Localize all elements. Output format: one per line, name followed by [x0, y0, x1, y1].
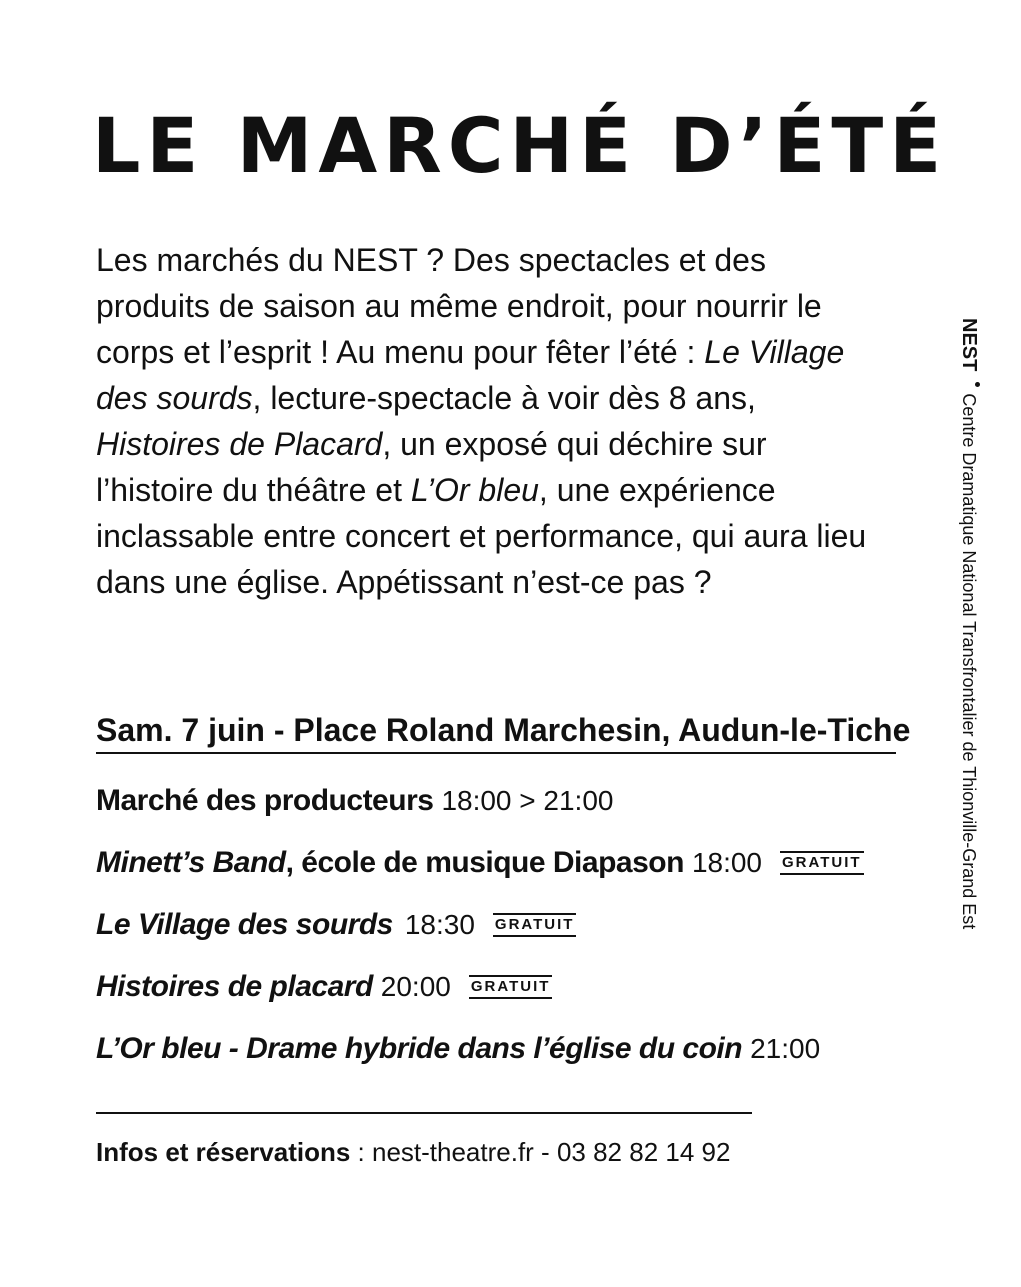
side-credit-text: Centre Dramatique National Transfrontalier de Thionville-Grand Est [959, 393, 979, 930]
schedule-item-histoires [96, 956, 916, 1018]
intro-italic-or-bleu: L’Or bleu [410, 472, 539, 508]
footer-label: Infos et réservations [96, 1137, 351, 1167]
schedule-item-name-italic: Le Village des sourds [96, 908, 393, 941]
schedule-item-name-italic: Histoires de placard [96, 970, 373, 1003]
intro-text-3: , un exposé qui déchire sur l’histoire du théâtre et [96, 426, 767, 508]
schedule-item-village [96, 894, 916, 956]
schedule-item-time: 21:00 [750, 1033, 821, 1064]
gratuit-badge: GRATUIT [493, 913, 577, 937]
schedule-item-name [96, 908, 393, 942]
schedule-item-name-italic: L’Or bleu - Drame hybride dans l’église du coin [96, 1032, 743, 1065]
intro-italic-village: Le Village des sourds [96, 334, 845, 416]
page-title: LE MARCHÉ D’ÉTÉ [92, 101, 948, 190]
schedule-item-name [96, 1032, 742, 1066]
schedule-item-or-bleu [96, 1018, 916, 1080]
schedule-list [96, 770, 916, 1080]
schedule-item-marche [96, 770, 916, 832]
gratuit-badge: GRATUIT [780, 851, 864, 875]
schedule-item-name-rest: , école de musique Diapason [285, 846, 684, 879]
intro-italic-histoires: Histoires de Placard [96, 426, 383, 462]
nest-logo: NEST [958, 318, 980, 372]
schedule-item-name [96, 970, 373, 1004]
footer-contact: : nest-theatre.fr - 03 82 82 14 92 [350, 1137, 731, 1167]
schedule-item-time: 20:00 [380, 971, 451, 1002]
schedule-item-name: Marché des producteurs [96, 784, 434, 817]
intro-paragraph [96, 237, 886, 605]
schedule-item-time: 18:00 > 21:00 [441, 785, 614, 816]
logo-dot-icon [975, 382, 980, 387]
intro-text-2: , lecture-spectacle à voir dès 8 ans, [252, 380, 756, 416]
gratuit-badge: GRATUIT [469, 975, 553, 999]
schedule-item-time: 18:00 [691, 847, 763, 878]
date-header: Sam. 7 juin - Place Roland Marchesin, Audun-le-Tiche [96, 708, 896, 754]
side-credit [955, 318, 983, 929]
footer-info [96, 1134, 730, 1170]
intro-text-4: , une expérience inclassable entre concert et performance, qui aura lieu dans une église. Appétissant n’est-ce pas ? [96, 472, 867, 600]
schedule-item-name [96, 846, 684, 880]
schedule-item-name-italic: Minett’s Band [96, 846, 286, 879]
footer-divider [96, 1112, 752, 1114]
schedule-item-minetts-band [96, 832, 916, 894]
schedule-item-time: 18:30 [404, 909, 475, 940]
intro-text-1: Les marchés du NEST ? Des spectacles et des produits de saison au même endroit, pour nourrir le corps et l’esprit ! Au menu pour fêter l’été : [96, 242, 822, 370]
